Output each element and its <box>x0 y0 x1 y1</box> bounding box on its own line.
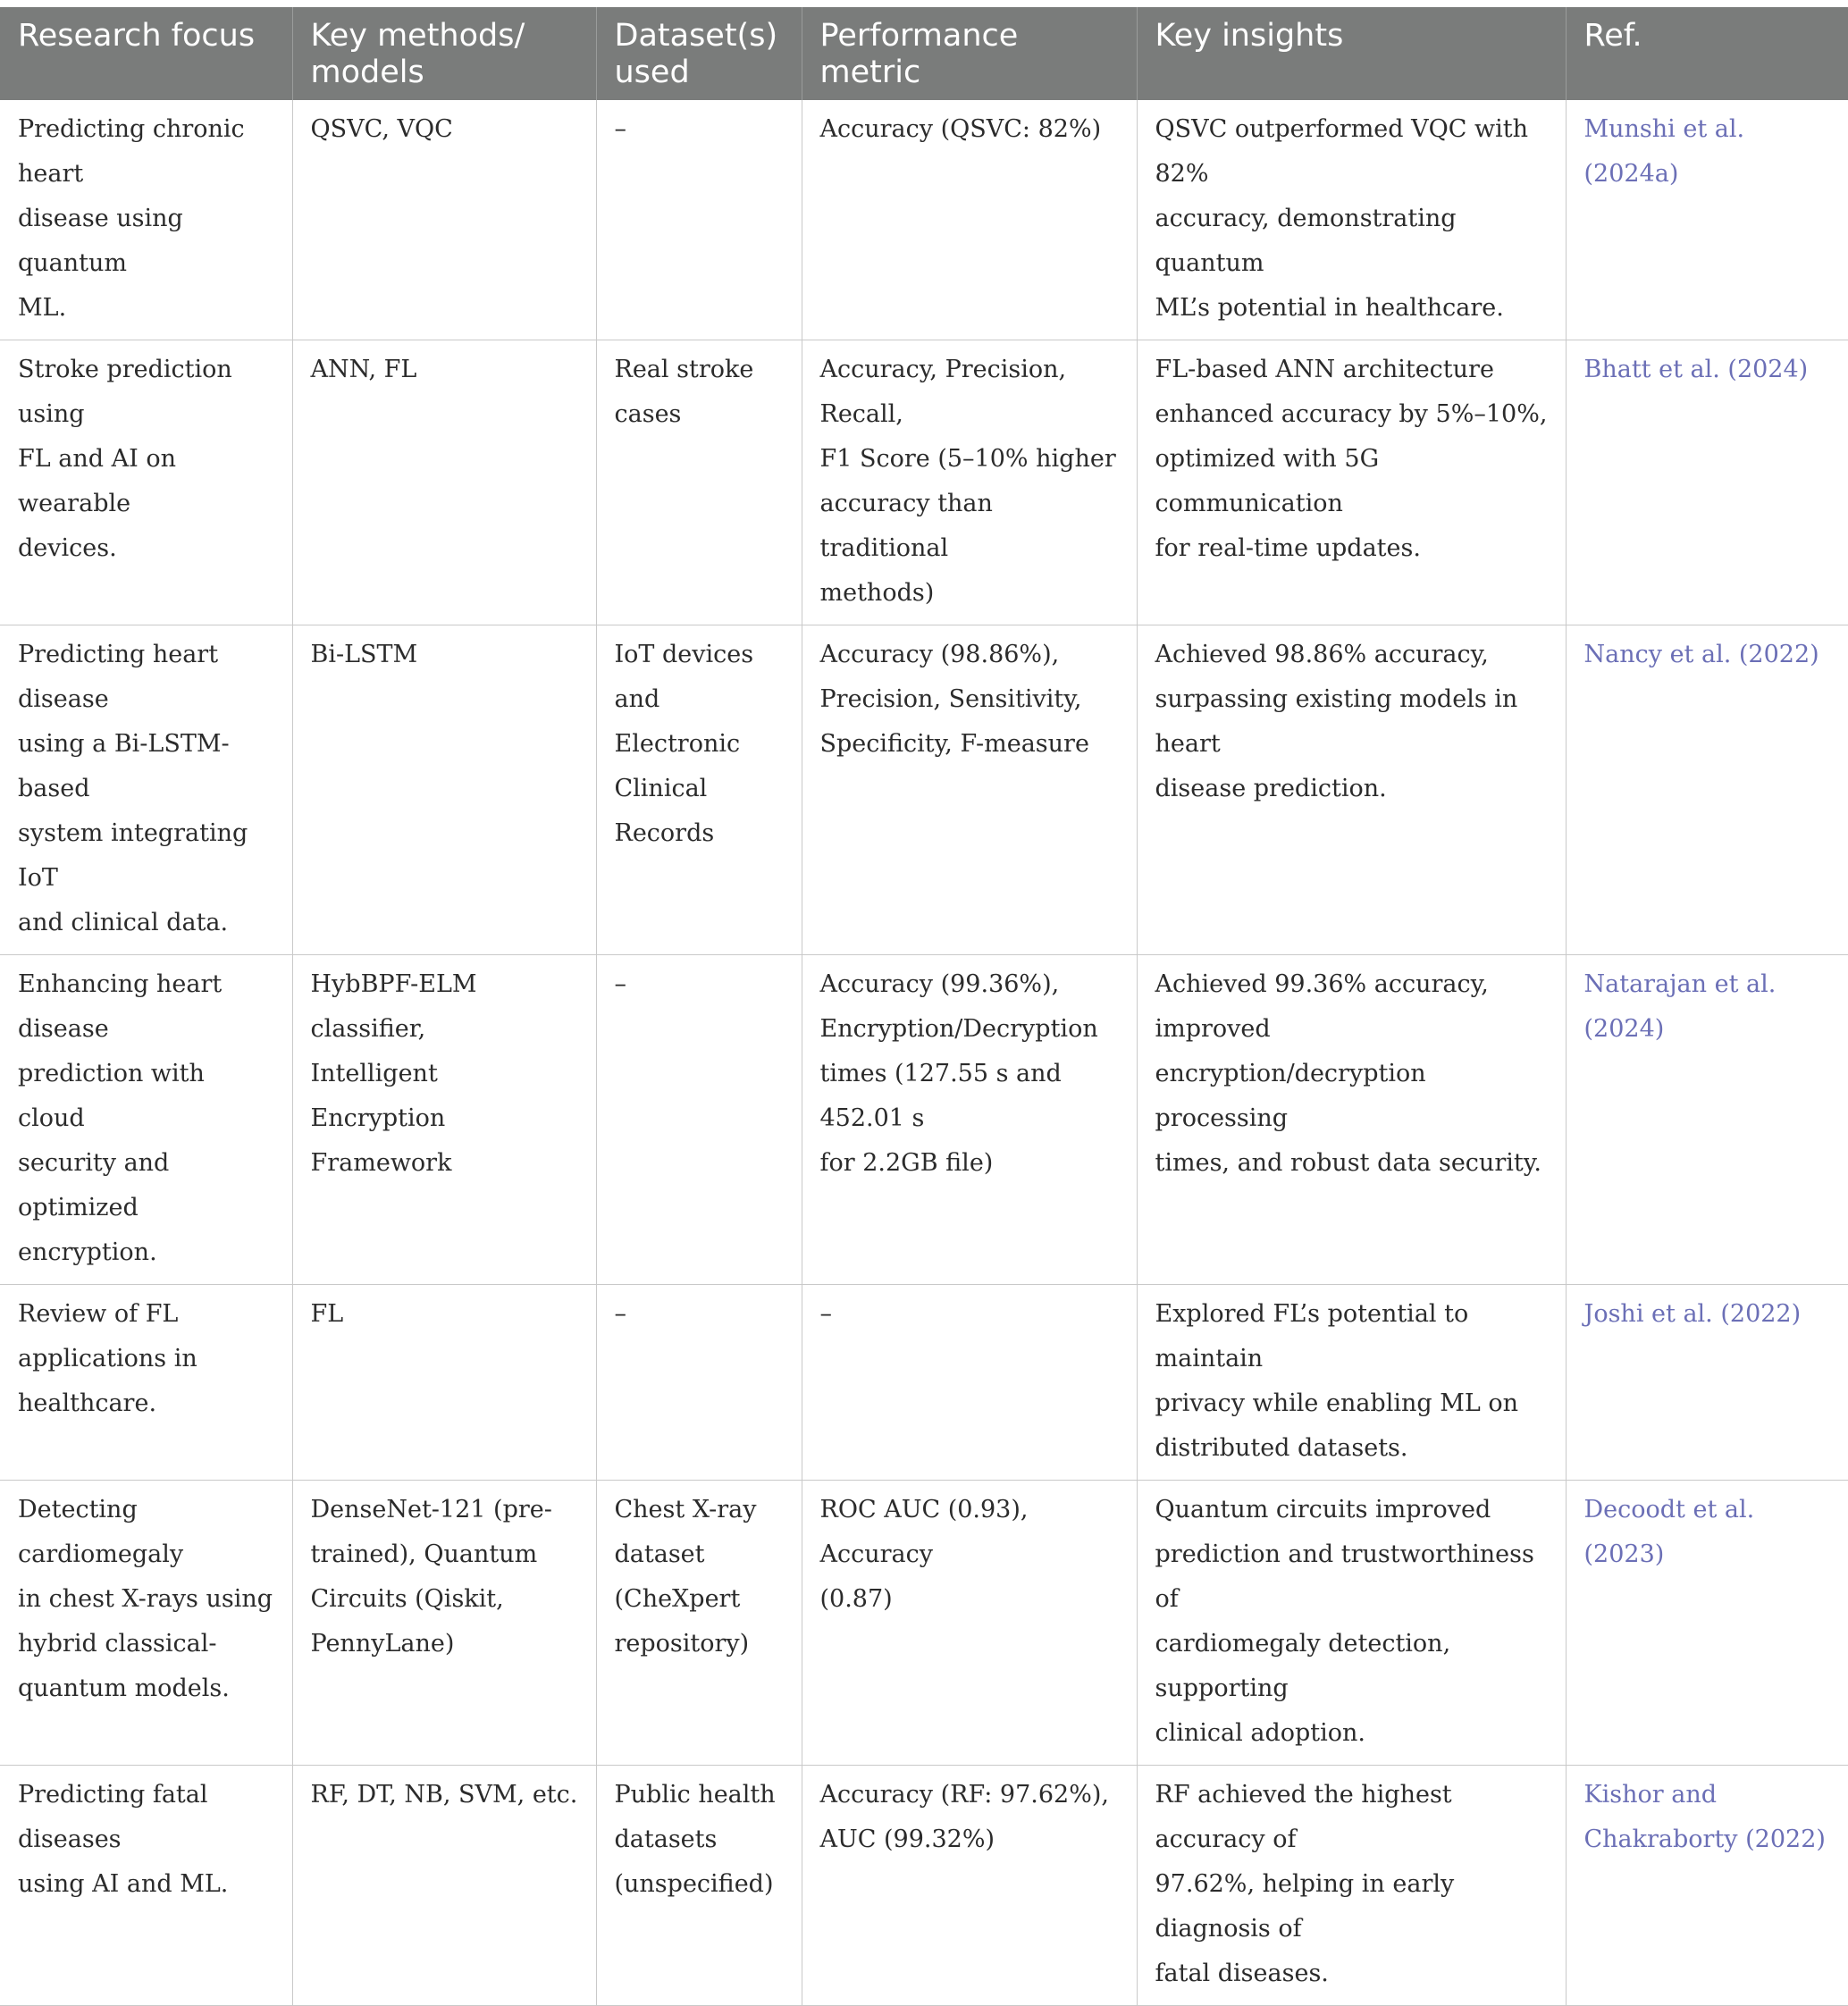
cell-datasets: – <box>596 1285 802 1481</box>
cell-research-focus: Predicting fatal diseases using AI and ML. <box>0 1766 292 2006</box>
cell-key-insights: Explored FL’s potential to maintain privacy while enabling ML on distributed datasets. <box>1137 1285 1566 1481</box>
table-row <box>0 625 1848 955</box>
header-research-focus: Research focus <box>0 7 292 100</box>
header-key-methods: Key methods/ models <box>292 7 596 100</box>
cell-key-methods: Bi-LSTM <box>292 625 596 955</box>
cell-key-methods: ANN, FL <box>292 340 596 625</box>
research-table-container <box>0 7 1848 2006</box>
cell-key-insights: Quantum circuits improved prediction and trustworthiness of cardiomegaly detection, supporting clinical adoption. <box>1137 1481 1566 1766</box>
cell-key-insights: Achieved 98.86% accuracy, surpassing existing models in heart disease prediction. <box>1137 625 1566 955</box>
research-summary-table <box>0 7 1848 2006</box>
cell-datasets: IoT devices and Electronic Clinical Records <box>596 625 802 955</box>
table-row <box>0 1481 1848 1766</box>
header-ref: Ref. <box>1566 7 1848 100</box>
cell-research-focus: Enhancing heart disease prediction with cloud security and optimized encryption. <box>0 955 292 1285</box>
reference-link[interactable]: Munshi et al. (2024a) <box>1566 100 1848 340</box>
cell-performance-metric: Accuracy (98.86%), Precision, Sensitivity, Specificity, F-measure <box>802 625 1137 955</box>
reference-link[interactable]: Nancy et al. (2022) <box>1566 625 1848 955</box>
reference-link[interactable]: Natarajan et al. (2024) <box>1566 955 1848 1285</box>
cell-key-methods: RF, DT, NB, SVM, etc. <box>292 1766 596 2006</box>
reference-link[interactable]: Bhatt et al. (2024) <box>1566 340 1848 625</box>
cell-performance-metric: – <box>802 1285 1137 1481</box>
header-row <box>0 7 1848 100</box>
cell-research-focus: Predicting chronic heart disease using quantum ML. <box>0 100 292 340</box>
cell-datasets: Real stroke cases <box>596 340 802 625</box>
reference-link[interactable]: Decoodt et al. (2023) <box>1566 1481 1848 1766</box>
header-datasets: Dataset(s) used <box>596 7 802 100</box>
cell-datasets: Public health datasets (unspecified) <box>596 1766 802 2006</box>
cell-performance-metric: Accuracy (RF: 97.62%), AUC (99.32%) <box>802 1766 1137 2006</box>
header-performance-metric: Performance metric <box>802 7 1137 100</box>
table-row <box>0 340 1848 625</box>
cell-research-focus: Stroke prediction using FL and AI on wearable devices. <box>0 340 292 625</box>
table-row <box>0 1766 1848 2006</box>
cell-performance-metric: ROC AUC (0.93), Accuracy (0.87) <box>802 1481 1137 1766</box>
cell-performance-metric: Accuracy, Precision, Recall, F1 Score (5–10% higher accuracy than traditional methods) <box>802 340 1137 625</box>
cell-key-methods: FL <box>292 1285 596 1481</box>
cell-key-insights: RF achieved the highest accuracy of 97.62%, helping in early diagnosis of fatal diseases. <box>1137 1766 1566 2006</box>
cell-performance-metric: Accuracy (99.36%), Encryption/Decryption times (127.55 s and 452.01 s for 2.2GB file) <box>802 955 1137 1285</box>
cell-key-methods: HybBPF-ELM classifier, Intelligent Encryption Framework <box>292 955 596 1285</box>
table-row <box>0 955 1848 1285</box>
reference-link[interactable]: Kishor and Chakraborty (2022) <box>1566 1766 1848 2006</box>
cell-datasets: Chest X-ray dataset (CheXpert repository) <box>596 1481 802 1766</box>
cell-datasets: – <box>596 100 802 340</box>
cell-key-methods: QSVC, VQC <box>292 100 596 340</box>
cell-key-insights: FL-based ANN architecture enhanced accuracy by 5%–10%, optimized with 5G communication for real-time updates. <box>1137 340 1566 625</box>
cell-research-focus: Detecting cardiomegaly in chest X-rays using hybrid classical- quantum models. <box>0 1481 292 1766</box>
table-row <box>0 100 1848 340</box>
cell-datasets: – <box>596 955 802 1285</box>
table-row <box>0 1285 1848 1481</box>
table-header <box>0 7 1848 100</box>
cell-key-methods: DenseNet-121 (pre- trained), Quantum Circuits (Qiskit, PennyLane) <box>292 1481 596 1766</box>
table-body <box>0 100 1848 2006</box>
cell-research-focus: Predicting heart disease using a Bi-LSTM-based system integrating IoT and clinical data. <box>0 625 292 955</box>
cell-research-focus: Review of FL applications in healthcare. <box>0 1285 292 1481</box>
cell-key-insights: Achieved 99.36% accuracy, improved encryption/decryption processing times, and robust data security. <box>1137 955 1566 1285</box>
cell-key-insights: QSVC outperformed VQC with 82% accuracy, demonstrating quantum ML’s potential in healthcare. <box>1137 100 1566 340</box>
reference-link[interactable]: Joshi et al. (2022) <box>1566 1285 1848 1481</box>
cell-performance-metric: Accuracy (QSVC: 82%) <box>802 100 1137 340</box>
header-key-insights: Key insights <box>1137 7 1566 100</box>
